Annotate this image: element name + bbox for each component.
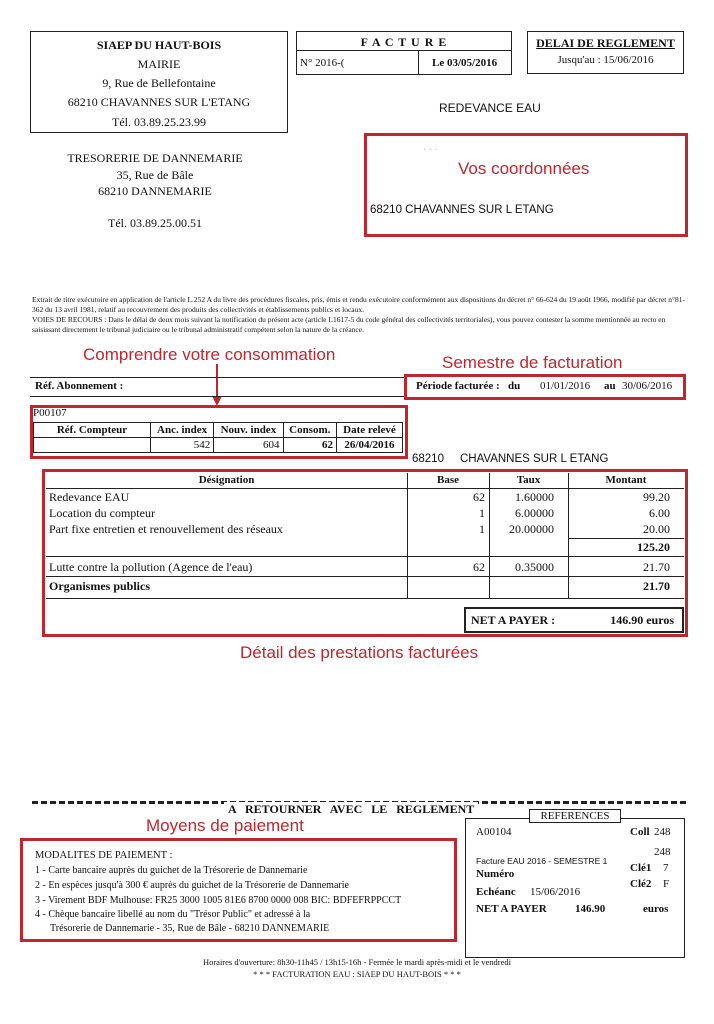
item-base: 1: [479, 506, 485, 520]
coll-value: 248: [654, 826, 671, 838]
items-header-designation: Désignation: [198, 474, 255, 486]
meter-old-index: 542: [151, 438, 214, 453]
num2-value: 248: [654, 846, 671, 858]
treasury-phone: Tél. 03.89.25.00.51: [108, 216, 202, 230]
item-base: 62: [473, 560, 485, 574]
customer-coords-box: [364, 133, 688, 237]
payment-line2: 2 - En espèces jusqu'à 300 € auprès du guichet de la Trésorerie de Dannemarie: [35, 880, 349, 891]
meter-ref: [34, 438, 151, 453]
slip-net-label: NET A PAYER: [476, 903, 547, 915]
meter-header-old: Anc. index: [151, 423, 214, 438]
item-label: Location du compteur: [49, 506, 155, 520]
item-base: 1: [479, 522, 485, 536]
facture-line: Facture EAU 2016 - SEMESTRE 1: [476, 856, 608, 866]
item-rate: 20.00000: [509, 522, 554, 536]
item-amount: 6.00: [649, 506, 670, 520]
subscription-code: P00107: [33, 407, 67, 419]
echeance-value: 15/06/2016: [530, 886, 581, 898]
organisms-amount: 21.70: [643, 579, 670, 593]
meter-header-consum: Consom.: [283, 423, 336, 438]
subscription-label: Réf. Abonnement :: [35, 380, 124, 392]
treasury-line2: 35, Rue de Bâle: [116, 168, 194, 182]
issuer-name: SIAEP DU HAUT-BOIS: [96, 38, 222, 52]
legal-paragraph-1: Extrait de titre exécutoire en application de l'article L.252 A du livre des procédures fiscales, pris, émis et rendu exécutoire conformément aux dispositions du décret n° 66-624 du 19 août 1966, modifié par décret n°81-362 du 13 avril 1981, relatif au recouvrement des produits des collectivités et établissements publics et locaux.: [32, 295, 685, 314]
issuer-phone: Tél. 03.89.25.23.99: [112, 115, 206, 129]
cle2-value: F: [663, 878, 670, 890]
net-to-pay-amount: 146.90 euros: [610, 613, 674, 627]
return-text: A RETOURNER AVEC LE REGLEMENT: [224, 802, 478, 817]
payment-line3: 3 - Virement BDF Mulhouse: FR25 3000 1005 81E6 8700 0000 008 BIC: BDFEFRPPCCT: [35, 895, 402, 906]
net-to-pay-label: NET A PAYER :: [471, 613, 556, 627]
annotation-details: Détail des prestations facturées: [240, 643, 479, 662]
meter-consumption: 62: [283, 438, 336, 453]
period-end: 30/06/2016: [622, 380, 673, 392]
period-au: au: [604, 380, 616, 392]
item-amount: 99.20: [643, 490, 670, 504]
payment-line4: 4 - Chèque bancaire libellé au nom du "Trésor Public" et adressé à la: [35, 909, 311, 920]
legal-paragraph-2: VOIES DE RECOURS : Dans le délai de deux mois suivant la notification du présent acte (article L1617-5 du code général des collectivités territoriales), vous pouvez contester la somme mentionnée au recto en saisissant directement le tribunal judiciaire ou le tribunal administratif compétent selon la nature de la créance.: [32, 315, 666, 334]
coll-label: Coll: [630, 826, 650, 838]
items-header-base: Base: [437, 474, 459, 486]
numero-label: Numéro: [476, 868, 515, 880]
down-arrow-icon: [210, 364, 224, 408]
meter-header-ref: Réf. Compteur: [34, 423, 151, 438]
annotation-semester: Semestre de facturation: [442, 353, 623, 372]
payment-title: MODALITES DE PAIEMENT :: [35, 850, 173, 861]
organisms-label: Organismes publics: [49, 579, 151, 593]
slip-net-value: 146.90: [575, 903, 606, 915]
issuer-line2: 9, Rue de Bellefontaine: [102, 76, 216, 90]
customer-city: 68210 CHAVANNES SUR L ETANG: [370, 204, 554, 216]
item-rate: 1.60000: [515, 490, 554, 504]
cle2-label: Clé2: [630, 878, 652, 890]
annotation-payment: Moyens de paiement: [146, 816, 304, 835]
item-label: Part fixe entretien et renouvellement des réseaux: [49, 522, 283, 536]
meter-header-date: Date relevé: [336, 423, 402, 438]
annotation-coords: Vos coordonnées: [458, 159, 590, 178]
item-label: Lutte contre la pollution (Agence de l'eau): [49, 560, 253, 574]
item-label: Redevance EAU: [49, 490, 130, 504]
item-base: 62: [473, 490, 485, 504]
deadline-until: Jusqu'au : 15/06/2016: [557, 54, 654, 66]
annotation-consumption: Comprendre votre consommation: [83, 345, 336, 364]
echeance-label: Echéanc: [476, 886, 516, 898]
items-header-amount: Montant: [605, 474, 647, 486]
item-rate: 0.35000: [515, 560, 554, 574]
cle1-value: 7: [663, 862, 669, 874]
meter-table: [33, 422, 403, 453]
item-amount: 20.00: [643, 522, 670, 536]
period-start: 01/01/2016: [540, 380, 591, 392]
deadline-title: DELAI DE REGLEMENT: [536, 36, 675, 50]
meter-header-new: Nouv. index: [214, 423, 283, 438]
period-du: du: [508, 380, 521, 392]
treasury-line3: 68210 DANNEMARIE: [98, 184, 212, 198]
footer-hours: Horaires d'ouverture: 8h30-11h45 / 13h15-16h - Fermée le mardi après-midi et le vendredi: [202, 957, 512, 967]
item-rate: 6.00000: [515, 506, 554, 520]
items-subtotal: 125.20: [637, 540, 670, 554]
subscription-site: 68210 CHAVANNES SUR L ETANG: [412, 453, 609, 465]
invoice-title: F A C T U R E: [360, 35, 448, 49]
payment-line1: 1 - Carte bancaire auprès du guichet de la Trésorerie de Dannemarie: [35, 865, 308, 876]
items-header-rate: Taux: [516, 474, 541, 486]
meter-date: 26/04/2016: [336, 438, 402, 453]
issuer-line3: 68210 CHAVANNES SUR L'ETANG: [67, 95, 251, 109]
meter-new-index: 604: [214, 438, 283, 453]
cle1-label: Clé1: [630, 862, 652, 874]
item-amount: 21.70: [643, 560, 670, 574]
references-title: REFERENCES: [529, 809, 621, 823]
ref-code: A00104: [476, 826, 512, 838]
invoice-number: N° 2016-(: [300, 57, 345, 69]
invoice-date: Le 03/05/2016: [432, 57, 498, 69]
invoice-service: REDEVANCE EAU: [439, 101, 541, 115]
treasury-line1: TRESORERIE DE DANNEMARIE: [67, 151, 243, 165]
footer-billing: * * * FACTURATION EAU : SIAEP DU HAUT-BOIS * * *: [253, 969, 461, 979]
customer-dots: · · ·: [423, 145, 438, 156]
payment-line5: Trésorerie de Dannemarie - 35, Rue de Bâle - 68210 DANNEMARIE: [50, 923, 330, 934]
slip-euros: euros: [643, 903, 669, 915]
issuer-line1: MAIRIE: [137, 57, 181, 71]
period-label: Période facturée :: [416, 380, 500, 392]
